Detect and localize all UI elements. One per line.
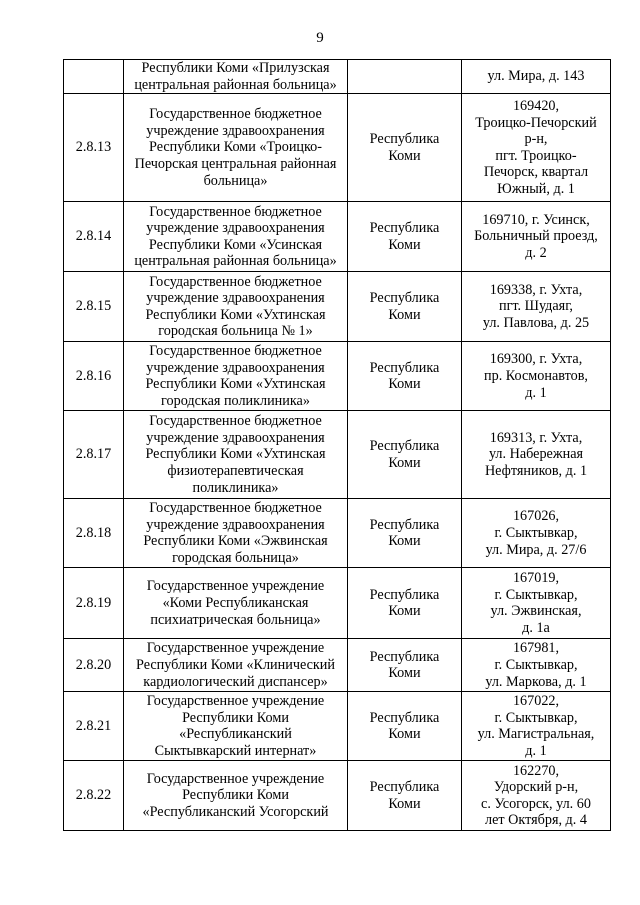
institution-name: Государственное учреждение Республики Коми «Республиканский Сыктывкарский интернат» <box>124 692 348 761</box>
row-number: 2.8.16 <box>64 342 124 411</box>
row-number: 2.8.15 <box>64 272 124 342</box>
row-number: 2.8.17 <box>64 411 124 499</box>
row-number: 2.8.22 <box>64 761 124 831</box>
table-row <box>64 568 611 639</box>
address: ул. Мира, д. 143 <box>462 60 611 94</box>
region: Республика Коми <box>348 94 462 202</box>
address: 169300, г. Ухта, пр. Космонавтов, д. 1 <box>462 342 611 411</box>
table-row <box>64 94 611 202</box>
institutions-table <box>63 59 611 831</box>
table-row <box>64 60 611 94</box>
region: Республика Коми <box>348 499 462 568</box>
row-number <box>64 60 124 94</box>
region <box>348 60 462 94</box>
region: Республика Коми <box>348 761 462 831</box>
institution-name: Государственное бюджетное учреждение здравоохранения Республики Коми «Троицко- Печорская центральная районная больница» <box>124 94 348 202</box>
address: 169338, г. Ухта, пгт. Шудаяг, ул. Павлова, д. 25 <box>462 272 611 342</box>
region: Республика Коми <box>348 272 462 342</box>
region: Республика Коми <box>348 342 462 411</box>
row-number: 2.8.13 <box>64 94 124 202</box>
table-row <box>64 411 611 499</box>
row-number: 2.8.19 <box>64 568 124 639</box>
page-number: 9 <box>316 30 324 46</box>
region: Республика Коми <box>348 692 462 761</box>
institution-name: Республики Коми «Прилузская центральная районная больница» <box>124 60 348 94</box>
row-number: 2.8.14 <box>64 202 124 272</box>
table-row <box>64 342 611 411</box>
table-row <box>64 202 611 272</box>
table-row <box>64 639 611 692</box>
region: Республика Коми <box>348 411 462 499</box>
table-row <box>64 761 611 831</box>
address: 167981, г. Сыктывкар, ул. Маркова, д. 1 <box>462 639 611 692</box>
address: 167026, г. Сыктывкар, ул. Мира, д. 27/6 <box>462 499 611 568</box>
institution-name: Государственное учреждение Республики Коми «Клинический кардиологический диспансер» <box>124 639 348 692</box>
region: Республика Коми <box>348 202 462 272</box>
region: Республика Коми <box>348 568 462 639</box>
institution-name: Государственное бюджетное учреждение здравоохранения Республики Коми «Ухтинская городская поликлиника» <box>124 342 348 411</box>
address: 169710, г. Усинск, Больничный проезд, д. 2 <box>462 202 611 272</box>
address: 169420, Троицко-Печорский р-н, пгт. Троицко- Печорск, квартал Южный, д. 1 <box>462 94 611 202</box>
institution-name: Государственное бюджетное учреждение здравоохранения Республики Коми «Усинская центральная районная больница» <box>124 202 348 272</box>
institution-name: Государственное бюджетное учреждение здравоохранения Республики Коми «Ухтинская физиотерапевтическая поликлиника» <box>124 411 348 499</box>
table-row <box>64 692 611 761</box>
region: Республика Коми <box>348 639 462 692</box>
address: 167019, г. Сыктывкар, ул. Эжвинская, д. 1а <box>462 568 611 639</box>
institution-name: Государственное учреждение Республики Коми «Республиканский Усогорский <box>124 761 348 831</box>
row-number: 2.8.20 <box>64 639 124 692</box>
table-row <box>64 499 611 568</box>
table-row <box>64 272 611 342</box>
institution-name: Государственное учреждение «Коми Республиканская психиатрическая больница» <box>124 568 348 639</box>
row-number: 2.8.21 <box>64 692 124 761</box>
institution-name: Государственное бюджетное учреждение здравоохранения Республики Коми «Ухтинская городская больница № 1» <box>124 272 348 342</box>
address: 167022, г. Сыктывкар, ул. Магистральная, д. 1 <box>462 692 611 761</box>
institution-name: Государственное бюджетное учреждение здравоохранения Республики Коми «Эжвинская городская больница» <box>124 499 348 568</box>
row-number: 2.8.18 <box>64 499 124 568</box>
address: 169313, г. Ухта, ул. Набережная Нефтяников, д. 1 <box>462 411 611 499</box>
address: 162270, Удорский р-н, с. Усогорск, ул. 60 лет Октября, д. 4 <box>462 761 611 831</box>
